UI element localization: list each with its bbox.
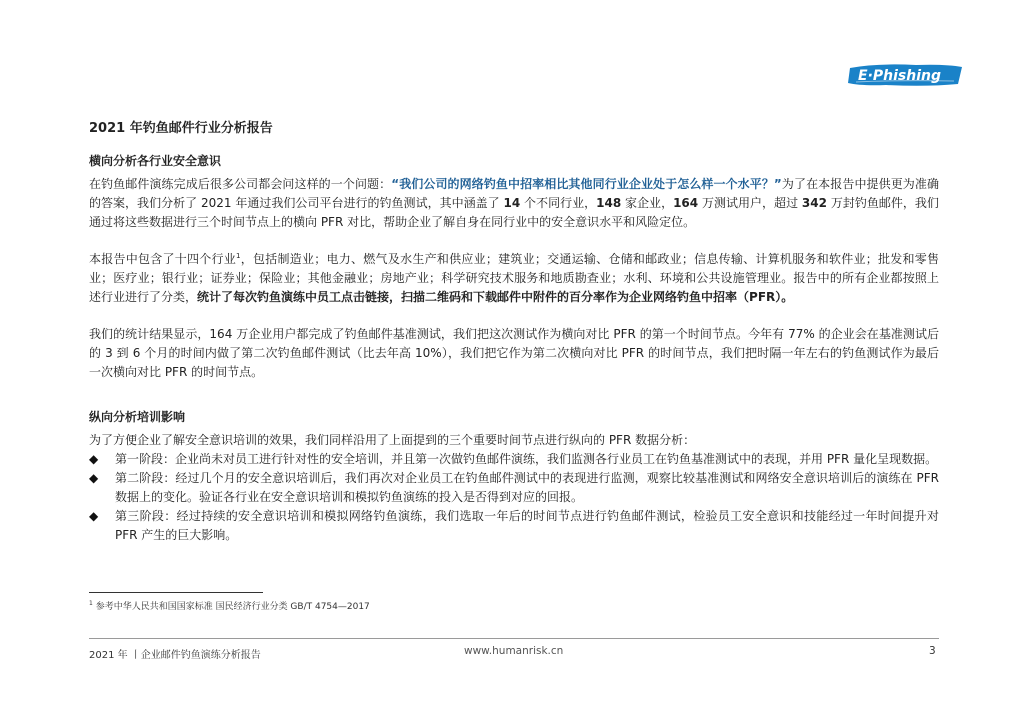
- stage-text: 第一阶段：企业尚未对员工进行针对性的安全培训，并且第一次做钓鱼邮件演练，我们监测各行业员工在钓鱼基准测试中的表现，并用 PFR 量化呈现数据。: [115, 452, 938, 466]
- report-title: 2021 年钓鱼邮件行业分析报告: [89, 121, 273, 136]
- text-span: ，包括制造业；电力、燃气及水生产和供应业；建筑业；交通运输、仓储和邮政业；信息传输、计算机服务和软件业；批发和零售业；医疗业；银行业；证券业；保险业；其他金融业；房地产业；科学研究技术服务和地质勘查业；水利、环境和公共设施管理业。报告中的所有企业都按照上述行业进行了分类，: [89, 252, 939, 304]
- footnote-ref[interactable]: 1: [236, 252, 241, 260]
- section2-heading: 纵向分析培训影响: [89, 410, 186, 424]
- footnote-divider: [89, 592, 263, 593]
- pfr-definition: 统计了每次钓鱼演练中员工点击链接，扫描二维码和下载邮件中附件的百分率作为企业网络钓鱼中招率（PFR）。: [197, 290, 794, 304]
- footnote-text: 参考中华人民共和国国家标准 国民经济行业分类 GB/T 4754—2017: [95, 602, 370, 612]
- highlight-question: “我们公司的网络钓鱼中招率相比其他同行业企业处于怎么样一个水平？”: [391, 177, 782, 191]
- list-item: [89, 450, 939, 469]
- stage-text: 第三阶段：经过持续的安全意识培训和模拟网络钓鱼演练，我们选取一年后的时间节点进行钓鱼邮件测试，检验员工安全意识和技能经过一年时间提升对 PFR 产生的巨大影响。: [115, 509, 939, 542]
- text-span: 万封钓鱼邮件，我们通过将这些数据进行三个时间节点上的横向 PFR 对比，帮助企业了解自身在同行业中的安全意识水平和风险定位。: [89, 196, 939, 229]
- diamond-bullet-icon: ◆: [89, 509, 99, 523]
- list-item: [89, 507, 939, 545]
- footer-website[interactable]: www.humanrisk.cn: [464, 645, 564, 657]
- list-item: [89, 469, 939, 507]
- report-body: [89, 120, 939, 545]
- text-span: 万测试用户，超过: [698, 196, 802, 210]
- text-span: 在钓鱼邮件演练完成后很多公司都会问这样的一个问题：: [89, 177, 392, 191]
- diamond-bullet-icon: ◆: [89, 471, 99, 485]
- footer-report-name: 2021 年 丨企业邮件钓鱼演练分析报告: [89, 650, 261, 661]
- section1-paragraph-3: 我们的统计结果显示，164 万企业用户都完成了钓鱼邮件基准测试，我们把这次测试作为横向对比 PFR 的第一个时间节点。今年有 77% 的企业会在基准测试后的 3 到 6 个月的时间内做了第二次钓鱼邮件测试（比去年高 10%），我们把它作为第二次横向对比 PFR 的时间节点，我们把时隔一年左右的钓鱼测试作为最后一次横向对比 PFR 的时间节点。: [89, 327, 939, 379]
- stat-industries: 14: [503, 196, 521, 210]
- footer-divider: [89, 638, 939, 639]
- stat-users: 164: [673, 196, 699, 210]
- section2: [89, 408, 939, 545]
- stat-companies: 148: [596, 196, 622, 210]
- section1-paragraph-2: [89, 250, 939, 307]
- footnote-number: 1: [89, 600, 93, 607]
- section2-intro: 为了方便企业了解安全意识培训的效果，我们同样沿用了上面提到的三个重要时间节点进行纵向的 PFR 数据分析：: [89, 433, 696, 447]
- text-span: 家企业，: [621, 196, 674, 210]
- section1-paragraph-1: [89, 175, 939, 232]
- e-phishing-logo: [846, 62, 964, 88]
- section1-heading: 横向分析各行业安全意识: [89, 154, 222, 168]
- footnote: [89, 601, 370, 613]
- stat-emails: 342: [801, 196, 827, 210]
- text-span: 个不同行业，: [520, 196, 597, 210]
- stage-list: [89, 450, 939, 545]
- text-span: 为了在本报告中提供更为准确的答案，我们分析了 2021 年通过我们公司平台进行的钓鱼测试，其中涵盖了: [89, 177, 939, 210]
- logo-text: E·Phishing: [858, 68, 941, 84]
- stage-text: 第二阶段：经过几个月的安全意识培训后，我们再次对企业员工在钓鱼邮件测试中的表现进行监测，观察比较基准测试和网络安全意识培训后的演练在 PFR 数据上的变化。验证各行业在安全意识培训和模拟钓鱼演练的投入是否得到对应的回报。: [115, 471, 939, 504]
- diamond-bullet-icon: ◆: [89, 452, 99, 466]
- logo-brush-icon: [846, 62, 964, 88]
- text-span: 本报告中包含了十四个行业: [89, 252, 237, 266]
- page-number: 3: [929, 645, 936, 657]
